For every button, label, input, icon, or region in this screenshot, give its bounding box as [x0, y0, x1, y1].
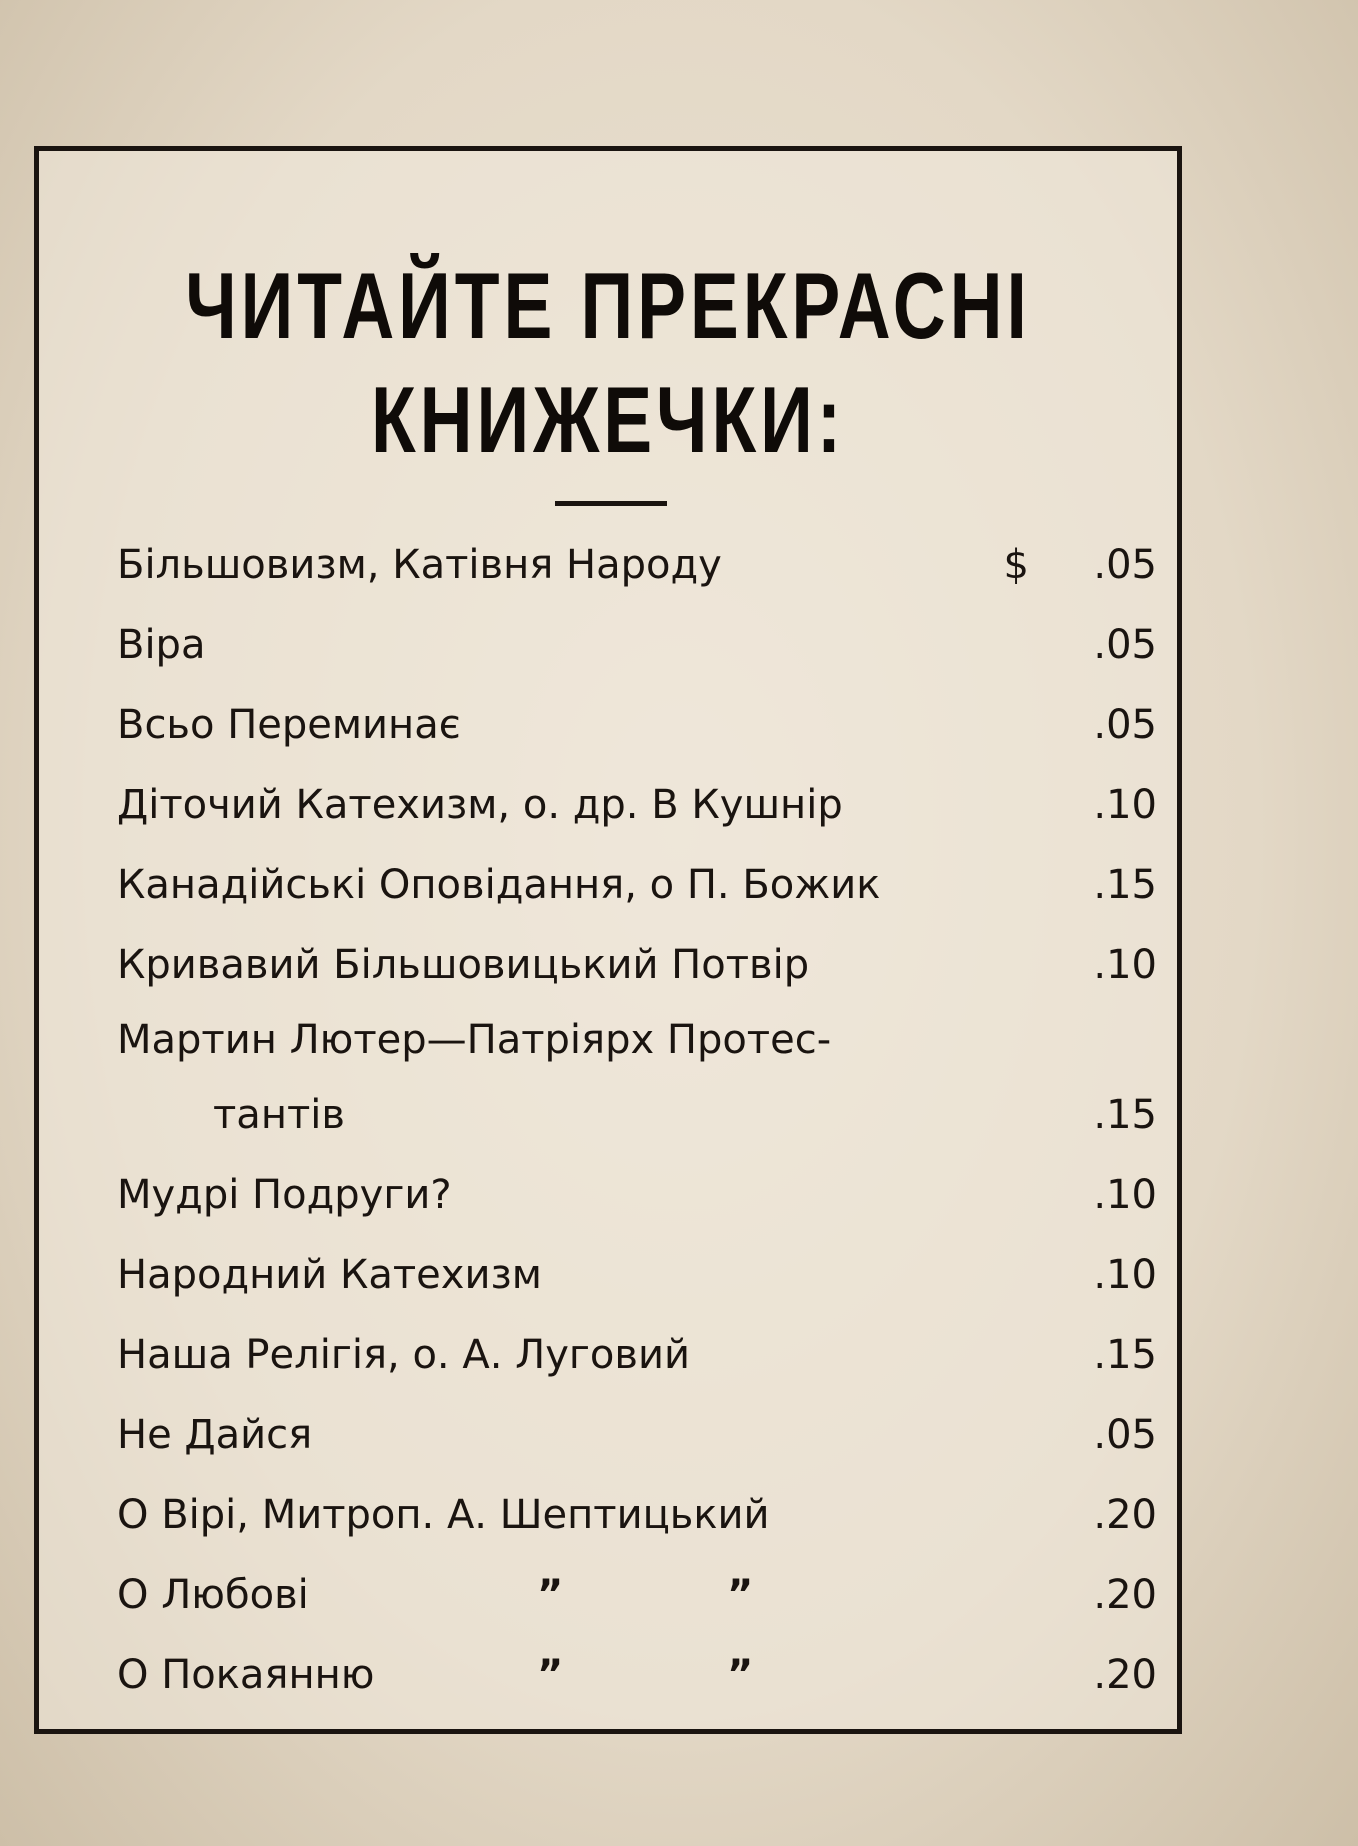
book-title: Мудрі Подруги? [117, 1172, 452, 1218]
book-title: Мартин Лютер—Патріярх Протес- [117, 1017, 832, 1063]
book-price: .05 [1093, 542, 1157, 588]
book-list [117, 525, 1157, 1715]
book-title-continuation: тантів [213, 1092, 345, 1138]
heading-divider [555, 501, 667, 506]
list-item [117, 1395, 1157, 1475]
ditto-mark: ” [537, 1652, 564, 1698]
currency-sign: $ [1003, 542, 1029, 588]
book-price: .20 [1093, 1492, 1157, 1538]
book-price: .15 [1093, 1092, 1157, 1138]
book-price: .05 [1093, 1412, 1157, 1458]
list-item [117, 1475, 1157, 1555]
ditto-mark: ” [727, 1652, 754, 1698]
book-price: .05 [1093, 622, 1157, 668]
list-item [117, 1315, 1157, 1395]
book-price: .20 [1093, 1572, 1157, 1618]
list-item [117, 685, 1157, 765]
list-item [117, 1005, 1157, 1075]
book-title: Кривавий Більшовицький Потвір [117, 942, 810, 988]
book-price: .20 [1093, 1652, 1157, 1698]
price-list-frame [34, 146, 1182, 1734]
list-item [117, 525, 1157, 605]
list-item [117, 1235, 1157, 1315]
book-price: .15 [1093, 1332, 1157, 1378]
list-item [117, 765, 1157, 845]
book-title: Канадійські Оповідання, о П. Божик [117, 862, 881, 908]
list-item [117, 925, 1157, 1005]
book-price: .10 [1093, 1172, 1157, 1218]
heading-line-1: ЧИТАЙТЕ ПРЕКРАСНІ [185, 253, 1031, 358]
heading-line-2: КНИЖЕЧКИ: [370, 367, 846, 472]
book-title: Наша Релігія, о. А. Луговий [117, 1332, 690, 1378]
book-title: Діточий Катехизм, о. др. В Кушнір [117, 782, 843, 828]
book-title: О Вірі, Митроп. А. Шептицький [117, 1492, 770, 1538]
list-item [117, 1155, 1157, 1235]
list-item-continuation [117, 1075, 1157, 1155]
ditto-mark: ” [727, 1572, 754, 1618]
list-item [117, 605, 1157, 685]
book-price: .15 [1093, 862, 1157, 908]
list-item [117, 845, 1157, 925]
book-price: .10 [1093, 782, 1157, 828]
book-price: .05 [1093, 702, 1157, 748]
book-title: О Покаянню [117, 1652, 375, 1698]
ditto-mark: ” [537, 1572, 564, 1618]
book-price: .10 [1093, 1252, 1157, 1298]
book-title: Не Дайся [117, 1412, 313, 1458]
book-title: О Любові [117, 1572, 309, 1618]
book-title: Віра [117, 622, 206, 668]
book-title: Всьо Переминає [117, 702, 461, 748]
book-title: Більшовизм, Катівня Народу [117, 542, 722, 588]
book-price: .10 [1093, 942, 1157, 988]
book-title: Народний Катехизм [117, 1252, 542, 1298]
list-item [117, 1635, 1157, 1715]
list-item [117, 1555, 1157, 1635]
